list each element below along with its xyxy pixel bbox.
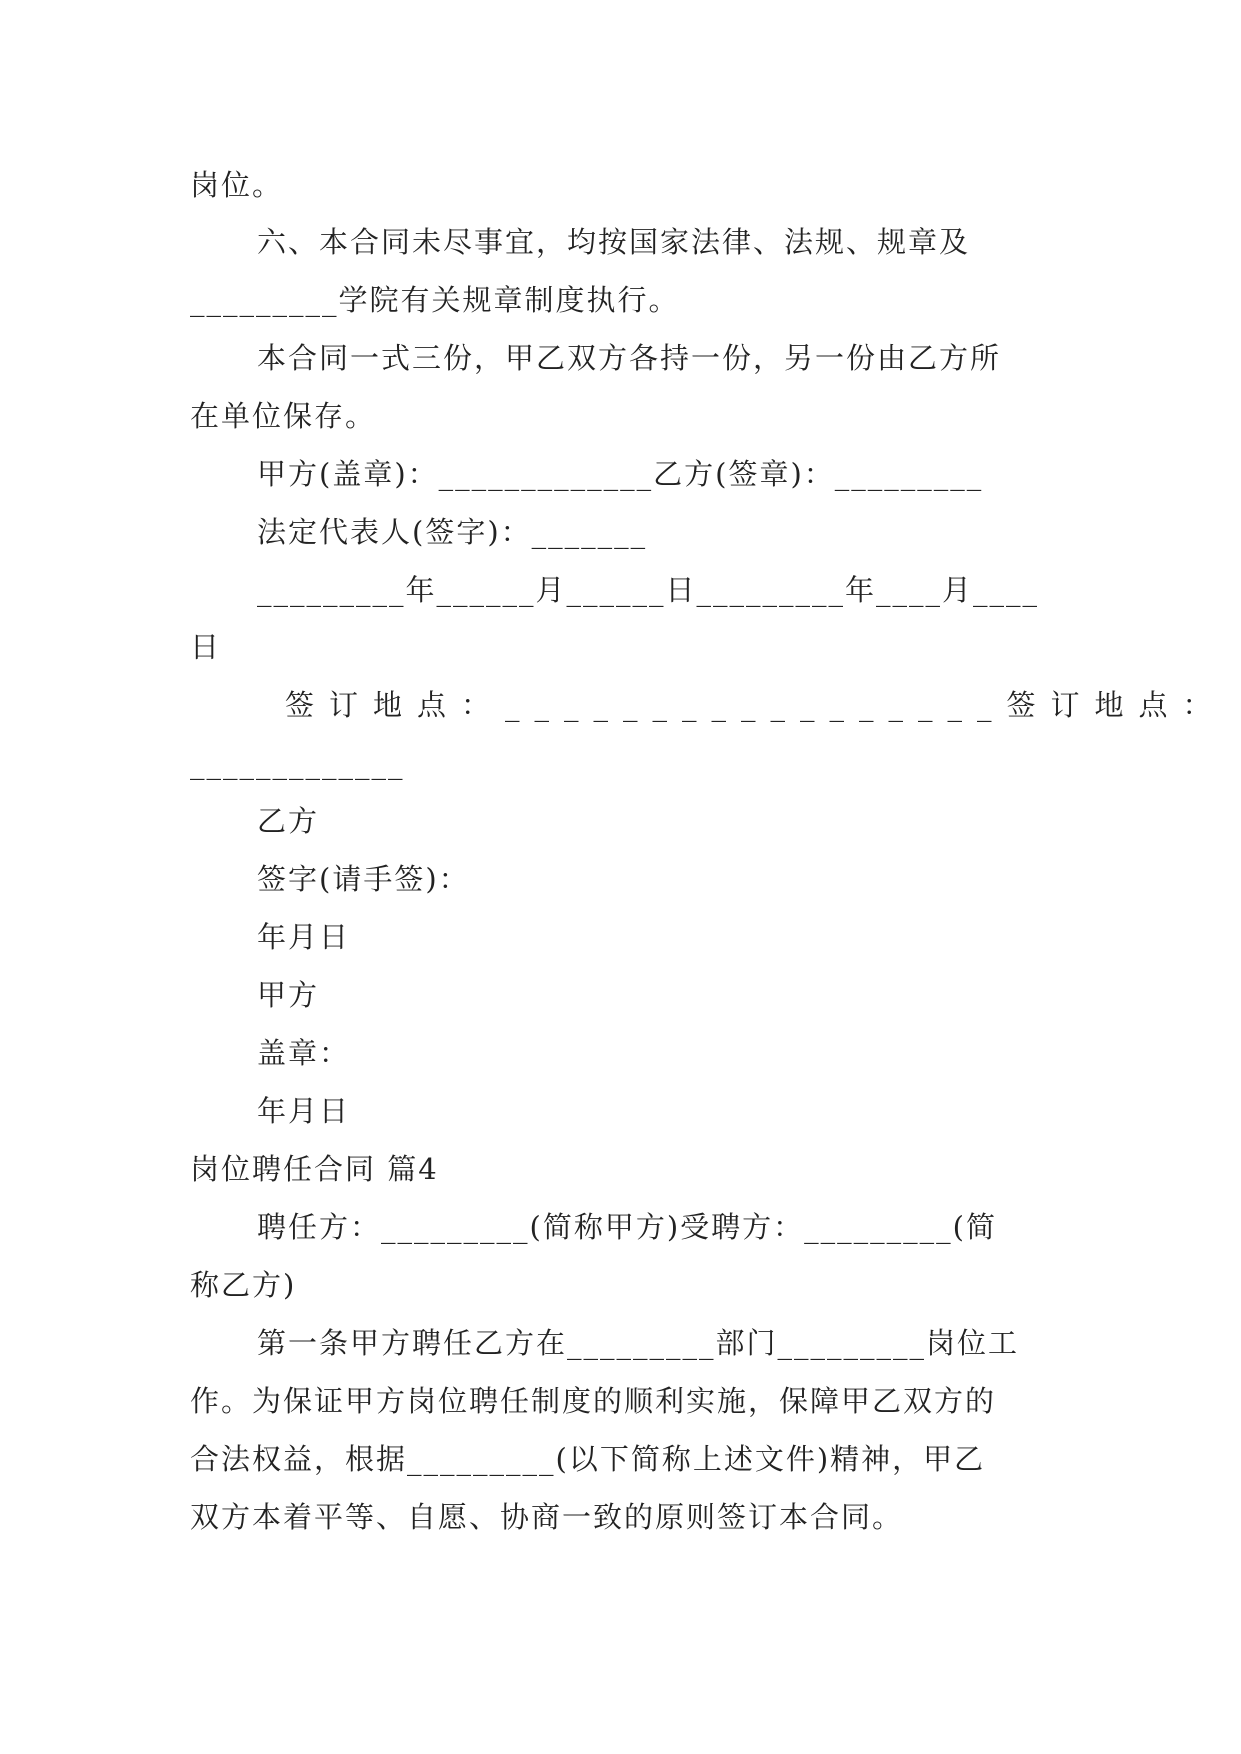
legal-rep-line: 法定代表人(签字)：_______ [257, 515, 648, 549]
text-line: _____________ [190, 746, 405, 780]
seal-sign-line: 甲方(盖章)：_____________乙方(签章)：_________ [257, 457, 984, 491]
text-line: 在单位保存。 [190, 399, 377, 433]
text-line: 日 [190, 630, 222, 664]
signing-place-line: 签订地点：_________________签订地点： [285, 688, 1227, 722]
parties-line: 聘任方：_________(简称甲方)受聘方：_________(简 [257, 1210, 997, 1244]
signature-label: 签字(请手签)： [257, 862, 470, 896]
text-line: 作。为保证甲方岗位聘任制度的顺利实施，保障甲乙双方的 [190, 1384, 997, 1418]
text-line: 称乙方) [190, 1268, 297, 1302]
text-line: 岗位。 [190, 168, 284, 202]
text-line: _________学院有关规章制度执行。 [190, 283, 680, 317]
date-line: _________年______月______日_________年____月____ [257, 573, 1040, 607]
clause-six-line: 六、本合同未尽事宜，均按国家法律、法规、规章及 [257, 225, 971, 259]
text-line: 合法权益，根据_________(以下简称上述文件)精神，甲乙 [190, 1442, 986, 1476]
section-title: 岗位聘任合同 篇4 [190, 1152, 439, 1186]
text-line: 双方本着平等、自愿、协商一致的原则签订本合同。 [190, 1500, 904, 1534]
seal-label: 盖章： [257, 1036, 351, 1070]
date-label: 年月日 [257, 1094, 351, 1128]
copies-line: 本合同一式三份，甲乙双方各持一份，另一份由乙方所 [257, 341, 1002, 375]
date-label: 年月日 [257, 920, 351, 954]
party-a-heading: 甲方 [257, 978, 320, 1012]
party-b-heading: 乙方 [257, 804, 320, 838]
article-one-line: 第一条甲方聘任乙方在_________部门_________岗位工 [257, 1326, 1020, 1360]
